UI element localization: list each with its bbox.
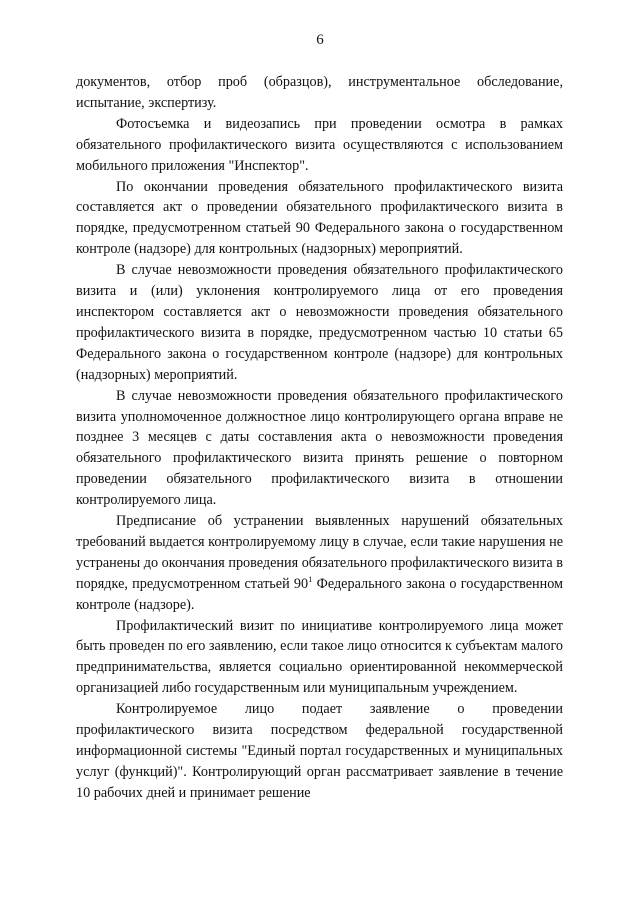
document-body (76, 72, 563, 804)
paragraph-4 (76, 260, 563, 385)
paragraph-3-text: По окончании проведения обязательного профилактического визита составляется акт о проведении обязательного профилактического визита в порядке, предусмотренном статьей 90 Федерального закона о государственном контроле (надзоре) для контрольных (надзорных) мероприятий. (76, 178, 563, 258)
paragraph-8-text: Контролируемое лицо подает заявление о проведении профилактического визита посредством федеральной государственной информационной системы "Единый портал государственных и муниципальных услуг (функций)". Контролирующий орган рассматривает заявление в течение 10 рабочих дней и принимает решение (76, 701, 563, 801)
paragraph-1-text: документов, отбор проб (образцов), инструментальное обследование, испытание, экспертизу. (76, 74, 563, 111)
superscript-1: 1 (308, 573, 313, 584)
paragraph-6-text: Предписание об устранении выявленных нарушений обязательных требований выдается контролируемому лицу в случае, если такие нарушения не устранены до окончания проведения обязательного профилактического визита в порядке, предусмотренном статьей 90 (76, 513, 563, 592)
paragraph-6 (76, 511, 563, 616)
paragraph-7 (76, 616, 563, 700)
paragraph-7-text: Профилактический визит по инициативе контролируемого лица может быть проведен по его заявлению, если такое лицо относится к субъектам малого предпринимательства, является социально ориентированной некоммерческой организацией либо государственным или муниципальным учреждением. (76, 617, 563, 697)
paragraph-5-text: В случае невозможности проведения обязательного профилактического визита уполномоченное должностное лицо контролирующего органа вправе не позднее 3 месяцев с даты составления акта о невозможности проведения обязательного профилактического визита принять решение о повторном проведении обязательного профилактического визита в отношении контролируемого лица. (76, 387, 563, 509)
paragraph-2 (76, 114, 563, 177)
paragraph-1 (76, 72, 563, 114)
paragraph-5 (76, 386, 563, 511)
paragraph-6-tail: Федерального закона о государственном контроле (надзоре). (76, 575, 563, 613)
page-number: 6 (316, 32, 324, 48)
paragraph-8 (76, 699, 563, 804)
paragraph-3 (76, 177, 563, 261)
paragraph-2-text: Фотосъемка и видеозапись при проведении осмотра в рамках обязательного профилактического визита осуществляются с использованием мобильного приложения "Инспектор". (76, 115, 563, 174)
paragraph-4-text: В случае невозможности проведения обязательного профилактического визита и (или) уклонения контролируемого лица от его проведения инспектором составляется акт о невозможности проведения обязательного профилактического визита в порядке, предусмотренном частью 10 статьи 65 Федерального закона о государственном контроле (надзоре) для контрольных (надзорных) мероприятий. (76, 262, 563, 383)
